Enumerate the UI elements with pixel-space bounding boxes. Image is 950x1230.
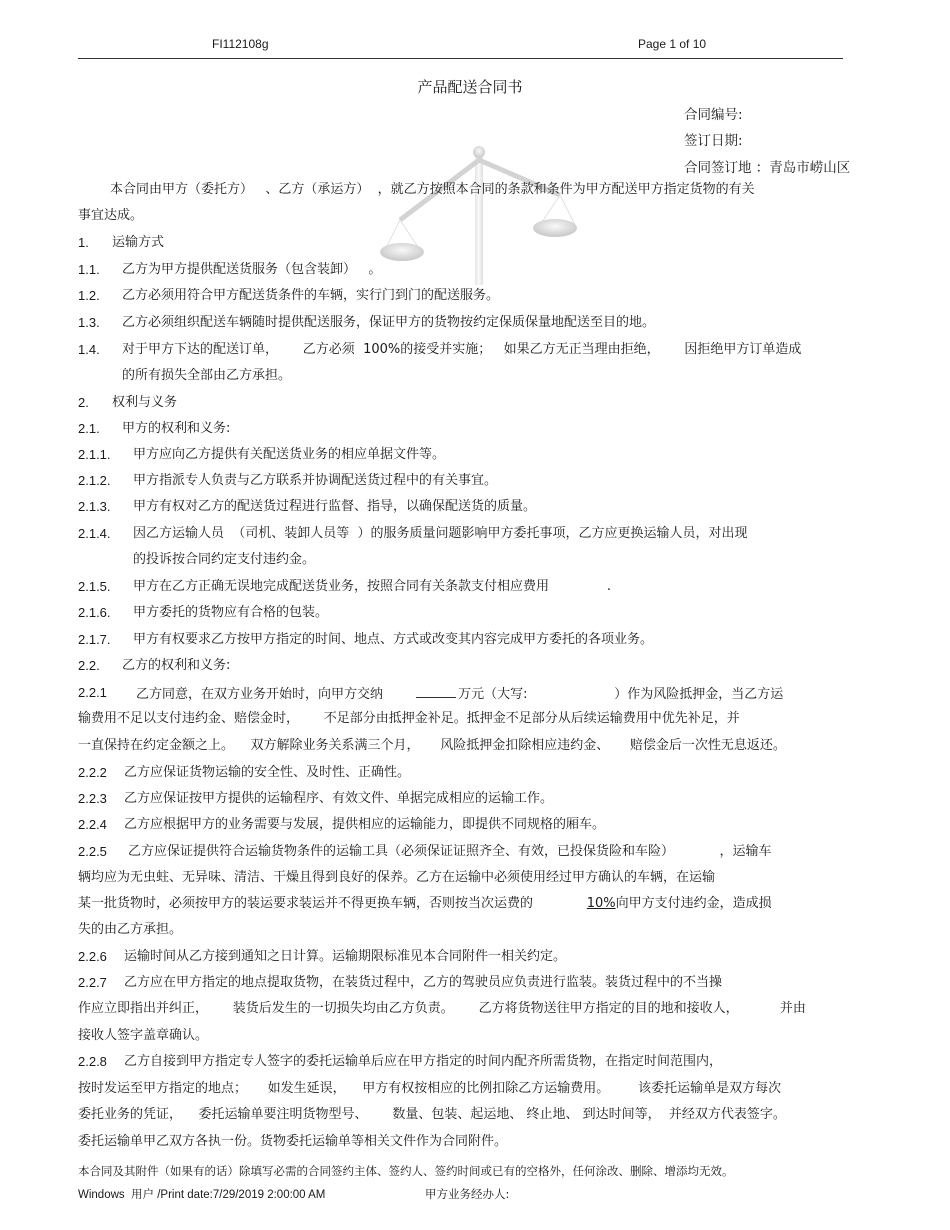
clause-number: 2.1.2. <box>78 473 111 488</box>
section-title: 运输方式 <box>112 235 165 250</box>
clause-text-continuation: 失的由乙方承担。 <box>78 922 183 937</box>
clause-number: 2.1.6. <box>78 605 111 620</box>
clause-text: 乙方应保证按甲方提供的运输程序、有效文件、单据完成相应的运输工作。 <box>124 791 554 806</box>
clause-number: 2.1.7. <box>78 632 111 647</box>
clause-text: 乙方应根据甲方的业务需要与发展，提供相应的运输能力，即提供不同规格的厢车。 <box>124 817 606 832</box>
percent-value: 100% <box>363 342 401 357</box>
clause-text-part: 的接受并实施； 如果乙方无正当理由拒绝， 因拒绝甲方订单造成 <box>400 342 802 357</box>
section-title: 权利与义务 <box>112 395 178 410</box>
clause-number: 2.2.5 <box>78 844 107 859</box>
clause-text-continuation: 接收人签字盖章确认。 <box>78 1028 209 1043</box>
scales-watermark-icon <box>380 140 580 290</box>
clause-number: 2.2.8 <box>78 1054 107 1069</box>
clause-text-part: 万元（大写: ）作为风险抵押金，当乙方运 <box>458 687 784 702</box>
sign-place-label: 合同签订地 ：青岛市崂山区 <box>684 160 851 176</box>
clause-text: 甲方有权对乙方的配送货过程进行监督、指导，以确保配送货的质量。 <box>133 499 537 514</box>
clause-text-continuation: 输费用不足以支付违约金、赔偿金时， 不足部分由抵押金补足。抵押金不足部分从后续运输费用中优先补足，并 <box>78 711 740 726</box>
clause-number: 2.2.6 <box>78 949 107 964</box>
percent-value: 10% <box>586 896 616 911</box>
clause-text: 运输时间从乙方接到通知之日计算。运输期限标准见本合同附件一相关约定。 <box>124 949 567 964</box>
clause-text-continuation: 按时发运至甲方指定的地点； 如发生延误， 甲方有权按相应的比例扣除乙方运输费用。 该委托运输单是双方每次 <box>78 1081 782 1096</box>
contract-number-label: 合同编号: <box>684 107 743 123</box>
clause-text: 乙方为甲方提供配送货服务（包含装卸） 。 <box>122 262 382 277</box>
agent-label: 甲方业务经办人: <box>425 1187 510 1201</box>
section-number: 2. <box>78 395 89 410</box>
clause-text: 乙方必须组织配送车辆随时提供配送服务，保证甲方的货物按约定保质保量地配送至目的地。 <box>122 315 656 330</box>
clause-text: 乙方必须用符合甲方配送货条件的车辆，实行门到门的配送服务。 <box>122 288 500 303</box>
document-code: FI112108g <box>212 37 269 51</box>
clause-text-continuation: 一直保持在约定金额之上。 双方解除业务关系满三个月， 风险抵押金扣除相应违约金、 赔偿金后一次性无息返还。 <box>78 738 786 753</box>
clause-text <box>122 342 801 358</box>
clause-number: 2.2.2 <box>78 765 107 780</box>
clause-number: 2.2.7 <box>78 975 107 990</box>
clause-number: 2.1.1. <box>78 447 111 462</box>
clause-number: 1.4. <box>78 342 100 357</box>
clause-number: 1.2. <box>78 288 100 303</box>
sign-date-label: 签订日期: <box>684 133 743 149</box>
clause-number: 2.1. <box>78 421 100 436</box>
clause-number: 2.1.4. <box>78 526 111 541</box>
page-number: Page 1 of 10 <box>638 37 707 51</box>
clause-text: 甲方在乙方正确无误地完成配送货业务，按照合同有关条款支付相应费用 . <box>133 579 611 594</box>
deposit-amount-blank <box>416 685 456 698</box>
print-info: Windows 用户 /Print date:7/29/2019 2:00:00 AM <box>78 1189 326 1201</box>
clause-text: 甲方应向乙方提供有关配送货业务的相应单据文件等。 <box>133 447 446 462</box>
clause-text-continuation: 委托业务的凭证， 委托运输单要注明货物型号、 数量、包装、起运地、 终止地、 到达时间等， 并经双方代表签字。 <box>78 1107 786 1122</box>
clause-text <box>136 685 783 703</box>
clause-text-continuation: 的所有损失全部由乙方承担。 <box>122 368 292 383</box>
clause-text-part: 对于甲方下达的配送订单， 乙方必须 <box>122 342 364 357</box>
clause-text: 乙方的权利和义务: <box>122 658 231 673</box>
clause-text: 甲方委托的货物应有合格的包装。 <box>133 605 329 620</box>
clause-text-continuation: 作应立即指出并纠正， 装货后发生的一切损失均由乙方负责。 乙方将货物送往甲方指定的目的地和接收人， 并由 <box>78 1001 806 1016</box>
clause-text-continuation: 委托运输单甲乙双方各执一份。货物委托运输单等相关文件作为合同附件。 <box>78 1134 508 1149</box>
clause-text-continuation: 辆均应为无虫蛀、无异味、清洁、干燥且得到良好的保养。乙方在运输中必须使用经过甲方确认的车辆，在运输 <box>78 870 716 885</box>
clause-text: 乙方应保证提供符合运输货物条件的运输工具（必须保证证照齐全、有效，已投保货险和车险） ，运输车 <box>128 844 772 859</box>
intro-line-2: 事宜达成。 <box>78 208 144 223</box>
clause-text: 乙方自接到甲方指定专人签字的委托运输单后应在甲方指定的时间内配齐所需货物，在指定时间范围内， <box>124 1054 723 1069</box>
clause-number: 1.1. <box>78 262 100 277</box>
section-number: 1. <box>78 235 89 250</box>
clause-number: 2.2.1 <box>78 685 107 700</box>
clause-text-part: 某一批货物时，必须按甲方的装运要求装运并不得更换车辆，否则按当次运费的 <box>78 896 587 911</box>
clause-text: 乙方应在甲方指定的地点提取货物，在装货过程中，乙方的驾驶员应负责进行监装。装货过程中的不当操 <box>124 975 723 990</box>
footer-notice: 本合同及其附件（如果有的话）除填写必需的合同签约主体、签约人、签约时间或已有的空格外，任何涂改、删除、增添均无效。 <box>78 1164 734 1178</box>
clause-text-continuation: 的投诉按合同约定支付违约金。 <box>133 552 316 567</box>
clause-number: 2.2.3 <box>78 791 107 806</box>
document-title: 产品配送合同书 <box>417 78 523 96</box>
clause-text-continuation <box>78 896 772 912</box>
clause-text-part: 向甲方支付违约金，造成损 <box>615 896 772 911</box>
clause-text-part: 乙方同意，在双方业务开始时，向甲方交纳 <box>136 687 417 702</box>
clause-number: 2.2. <box>78 658 100 673</box>
clause-number: 1.3. <box>78 315 100 330</box>
clause-number: 2.1.5. <box>78 579 111 594</box>
clause-text: 乙方应保证货物运输的安全性、及时性、正确性。 <box>124 765 411 780</box>
clause-text: 甲方的权利和义务: <box>122 421 231 436</box>
clause-text: 甲方指派专人负责与乙方联系并协调配送货过程中的有关事宜。 <box>133 473 498 488</box>
header-divider <box>78 58 843 59</box>
clause-text: 因乙方运输人员 （司机、装卸人员等 ）的服务质量问题影响甲方委托事项，乙方应更换运输人员，对出现 <box>133 526 748 541</box>
intro-line-1: 本合同由甲方（委托方） 、乙方（承运方） ，就乙方按照本合同的条款和条件为甲方配送甲方指定货物的有关 <box>110 182 755 197</box>
clause-number: 2.2.4 <box>78 817 107 832</box>
clause-number: 2.1.3. <box>78 499 111 514</box>
clause-text: 甲方有权要求乙方按甲方指定的时间、地点、方式或改变其内容完成甲方委托的各项业务。 <box>133 632 654 647</box>
